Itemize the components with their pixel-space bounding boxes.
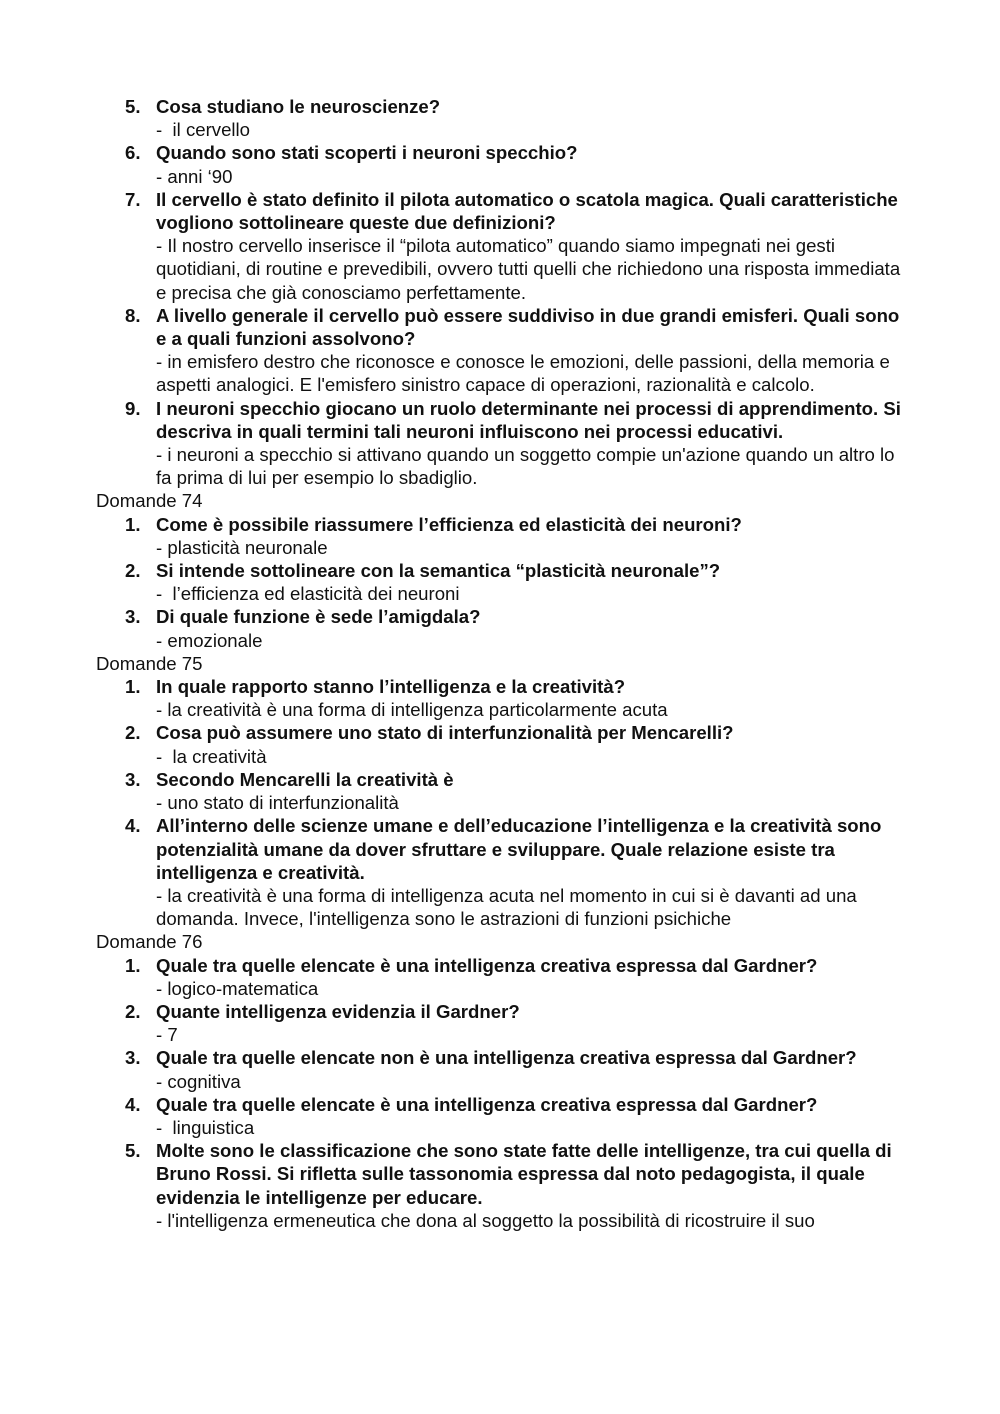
item-number: 4. — [125, 1093, 141, 1115]
answer-text: - Il nostro cervello inserisce il “pilota automatico” quando siamo impegnati nei gesti quotidiani, di routine e prevedibili, ovvero tutti quelli che richiedono una risposta immediata e precisa che già conosciamo perfettamente. — [156, 235, 906, 303]
question-text: In quale rapporto stanno l’intelligenza e la creatività? — [156, 676, 626, 698]
list-item — [96, 559, 906, 605]
answer-text: - uno stato di interfunzionalità — [156, 792, 399, 814]
answer-text: - cognitiva — [156, 1070, 241, 1092]
item-number: 8. — [125, 304, 141, 326]
answer-text: - emozionale — [156, 629, 263, 651]
answer-text: - i neuroni a specchio si attivano quando un soggetto compie un'azione quando un altro lo fa prima di lui per esempio lo sbadiglio. — [156, 444, 900, 489]
question-text: Quale tra quelle elencate non è una intelligenza creativa espressa dal Gardner? — [156, 1047, 857, 1069]
item-number: 3. — [125, 768, 141, 790]
answer-text: - anni ‘90 — [156, 165, 233, 187]
question-text: Il cervello è stato definito il pilota automatico o scatola magica. Quali caratteristiche vogliono sottolineare queste due definizioni? — [156, 188, 898, 234]
question-text: Cosa studiano le neuroscienze? — [156, 96, 441, 117]
list-item — [96, 1139, 906, 1232]
list-item — [96, 605, 906, 651]
question-text: Di quale funzione è sede l’amigdala? — [156, 606, 481, 628]
item-number: 2. — [125, 560, 141, 582]
answer-text: - logico-matematica — [156, 977, 319, 999]
answer-text: - il cervello — [156, 119, 251, 141]
answer-text: - l’efficienza ed elasticità dei neuroni — [156, 583, 460, 605]
item-number: 2. — [125, 1000, 141, 1022]
answer-text: - la creatività è una forma di intelligenza particolarmente acuta — [156, 699, 668, 721]
item-number: 6. — [125, 142, 141, 164]
question-text: I neuroni specchio giocano un ruolo determinante nei processi di apprendimento. Si descriva in quali termini tali neuroni influiscono nei processi educativi. — [156, 397, 901, 442]
item-number: 1. — [125, 513, 141, 535]
list-item — [96, 141, 906, 187]
item-number: 4. — [125, 815, 141, 837]
question-text: Cosa può assumere uno stato di interfunzionalità per Mencarelli? — [156, 722, 734, 744]
question-text: Quante intelligenza evidenzia il Gardner? — [156, 1000, 520, 1022]
list-item — [96, 1093, 906, 1139]
question-text: Molte sono le classificazione che sono state fatte delle intelligenze, tra cui quella di Bruno Rossi. Si rifletta sulle tassonomia espressa dal noto pedagogista, il quale evidenzia le intelligenze per educare. — [156, 1140, 892, 1208]
list-item — [96, 95, 906, 141]
answer-text: - in emisfero destro che riconosce e conosce le emozioni, delle passioni, della memoria e aspetti analogici. E l'emisfero sinistro capace di operazioni, razionalità e calcolo. — [156, 351, 895, 396]
answer-text: - linguistica — [156, 1116, 255, 1138]
item-number: 5. — [125, 96, 141, 117]
item-number: 3. — [125, 606, 141, 628]
question-text: Quando sono stati scoperti i neuroni specchio? — [156, 142, 578, 164]
item-number: 9. — [125, 397, 141, 419]
section-heading: Domande 74 — [96, 490, 203, 512]
answer-text: - plasticità neuronale — [156, 536, 328, 558]
question-text: All’interno delle scienze umane e dell’educazione l’intelligenza e la creatività sono potenzialità umane da dover sfruttare e sviluppare. Quale relazione esiste tra intelligenza e creatività. — [156, 815, 882, 883]
question-list — [96, 95, 906, 489]
question-list — [96, 675, 906, 930]
answer-text: - la creatività — [156, 745, 267, 767]
section-heading: Domande 76 — [96, 931, 203, 953]
document-content — [96, 95, 906, 1232]
item-number: 5. — [125, 1140, 141, 1162]
section-heading: Domande 75 — [96, 652, 203, 674]
item-number: 2. — [125, 722, 141, 744]
item-number: 7. — [125, 188, 141, 210]
list-item — [96, 1046, 906, 1092]
list-item — [96, 188, 906, 304]
list-item — [96, 675, 906, 721]
answer-text: - la creatività è una forma di intelligenza acuta nel momento in cui si è davanti ad una domanda. Invece, l'intelligenza sono le astrazioni di funzioni psichiche — [156, 884, 862, 930]
list-item — [96, 768, 906, 814]
item-number: 3. — [125, 1047, 141, 1069]
question-text: Si intende sottolineare con la semantica “plasticità neuronale”? — [156, 560, 721, 582]
question-text: Come è possibile riassumere l’efficienza ed elasticità dei neuroni? — [156, 513, 742, 535]
list-item — [96, 397, 906, 490]
list-item — [96, 304, 906, 397]
question-text: Secondo Mencarelli la creatività è — [156, 768, 454, 790]
list-item — [96, 814, 906, 930]
item-number: 1. — [125, 954, 141, 976]
question-text: Quale tra quelle elencate è una intelligenza creativa espressa dal Gardner? — [156, 954, 818, 976]
question-list — [96, 954, 906, 1232]
question-text: A livello generale il cervello può essere suddiviso in due grandi emisferi. Quali sono e a quali funzioni assolvono? — [156, 304, 900, 350]
answer-text: - 7 — [156, 1024, 178, 1046]
item-number: 1. — [125, 676, 141, 698]
list-item — [96, 1000, 906, 1046]
question-text: Quale tra quelle elencate è una intelligenza creativa espressa dal Gardner? — [156, 1093, 818, 1115]
list-item — [96, 721, 906, 767]
list-item — [96, 513, 906, 559]
list-item — [96, 954, 906, 1000]
answer-text: - l'intelligenza ermeneutica che dona al soggetto la possibilità di ricostruire il suo — [156, 1209, 815, 1231]
question-list — [96, 513, 906, 652]
